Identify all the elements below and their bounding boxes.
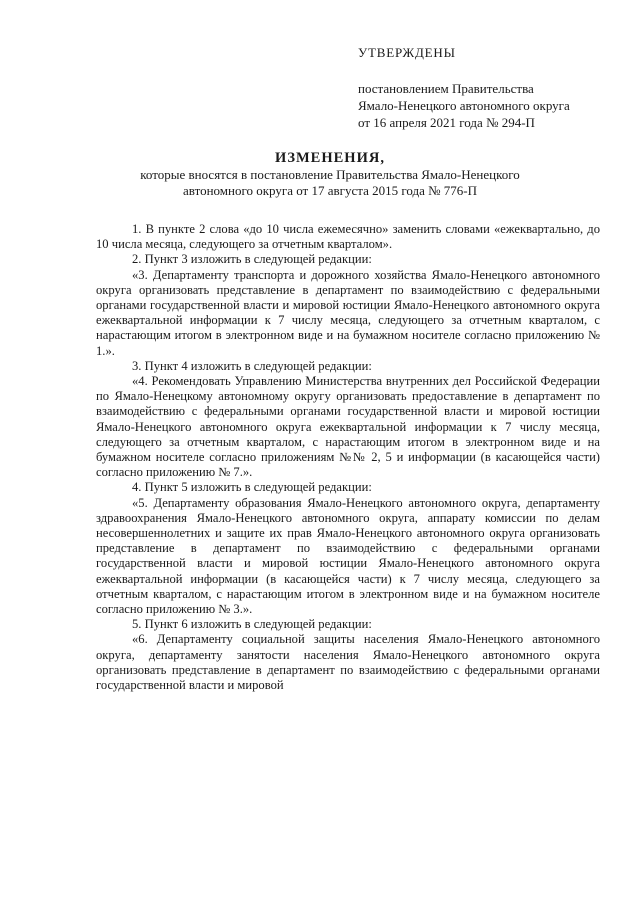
paragraph: 2. Пункт 3 изложить в следующей редакции: bbox=[132, 252, 372, 267]
approval-line: от 16 апреля 2021 года № 294-П bbox=[358, 115, 535, 130]
document-body bbox=[96, 222, 600, 693]
approval-heading: УТВЕРЖДЕНЫ bbox=[358, 45, 456, 60]
paragraph: 5. Пункт 6 изложить в следующей редакции: bbox=[132, 617, 372, 632]
subtitle-line: автономного округа от 17 августа 2015 года № 776-П bbox=[182, 183, 477, 198]
paragraph: «6. Департаменту социальной защиты населения Ямало-Ненецкого автономного округа, департаменту занятости населения Ямало-Ненецкого автономного округа организовать представление в департамент по взаимодействию с федеральными органами государственной власти и мировой bbox=[96, 632, 600, 693]
document-subtitle bbox=[100, 167, 560, 199]
paragraph: «4. Рекомендовать Управлению Министерства внутренних дел Российской Федерации по Ямало-Ненецкому автономному округу организовать предоставление в департамент по взаимодействию с федеральными органами государственной власти и мировой юстиции Ямало-Ненецкого автономного округа ежеквартальной информации к 7 числу месяца, следующего за отчетным кварталом, с нарастающим итогом в электронном виде и на бумажном носителе согласно приложениям №№ 2, 5 и информации (в касающейся части) согласно приложению № 7.». bbox=[96, 374, 600, 480]
approval-line: постановлением Правительства bbox=[358, 81, 534, 96]
paragraph: 4. Пункт 5 изложить в следующей редакции: bbox=[132, 480, 372, 495]
document-title: ИЗМЕНЕНИЯ, bbox=[275, 150, 385, 166]
subtitle-line: которые вносятся в постановление Правительства Ямало-Ненецкого bbox=[140, 167, 520, 182]
paragraph: 3. Пункт 4 изложить в следующей редакции: bbox=[132, 358, 372, 373]
approval-line: Ямало-Ненецкого автономного округа bbox=[358, 98, 570, 113]
paragraph: «3. Департаменту транспорта и дорожного хозяйства Ямало-Ненецкого автономного округа организовать представление в департамент по взаимодействию с федеральными органами государственной власти и мировой юстиции Ямало-Ненецкого автономного округа ежеквартальной информации к 7 числу месяца, следующего за отчетным кварталом, с нарастающим итогом в электронном виде и на бумажном носителе согласно приложению № 1.». bbox=[96, 267, 600, 358]
paragraph: «5. Департаменту образования Ямало-Ненецкого автономного округа, департаменту здравоохранения Ямало-Ненецкого автономного округа, аппарату комиссии по делам несовершеннолетних и защите их прав Ямало-Ненецкого автономного округа организовать представление в департамент по взаимодействию с федеральными органами государственной власти и мировой юстиции Ямало-Ненецкого автономного округа ежеквартальной информации (в касающейся части) к 7 числу месяца, следующего за отчетным кварталом, с нарастающим итогом в электронном виде и на бумажном носителе согласно приложению № 3.». bbox=[96, 495, 600, 617]
paragraph: 1. В пункте 2 слова «до 10 числа ежемесячно» заменить словами «ежеквартально, до 10 числа месяца, следующего за отчетным кварталом». bbox=[96, 222, 600, 252]
approval-block bbox=[358, 44, 628, 131]
